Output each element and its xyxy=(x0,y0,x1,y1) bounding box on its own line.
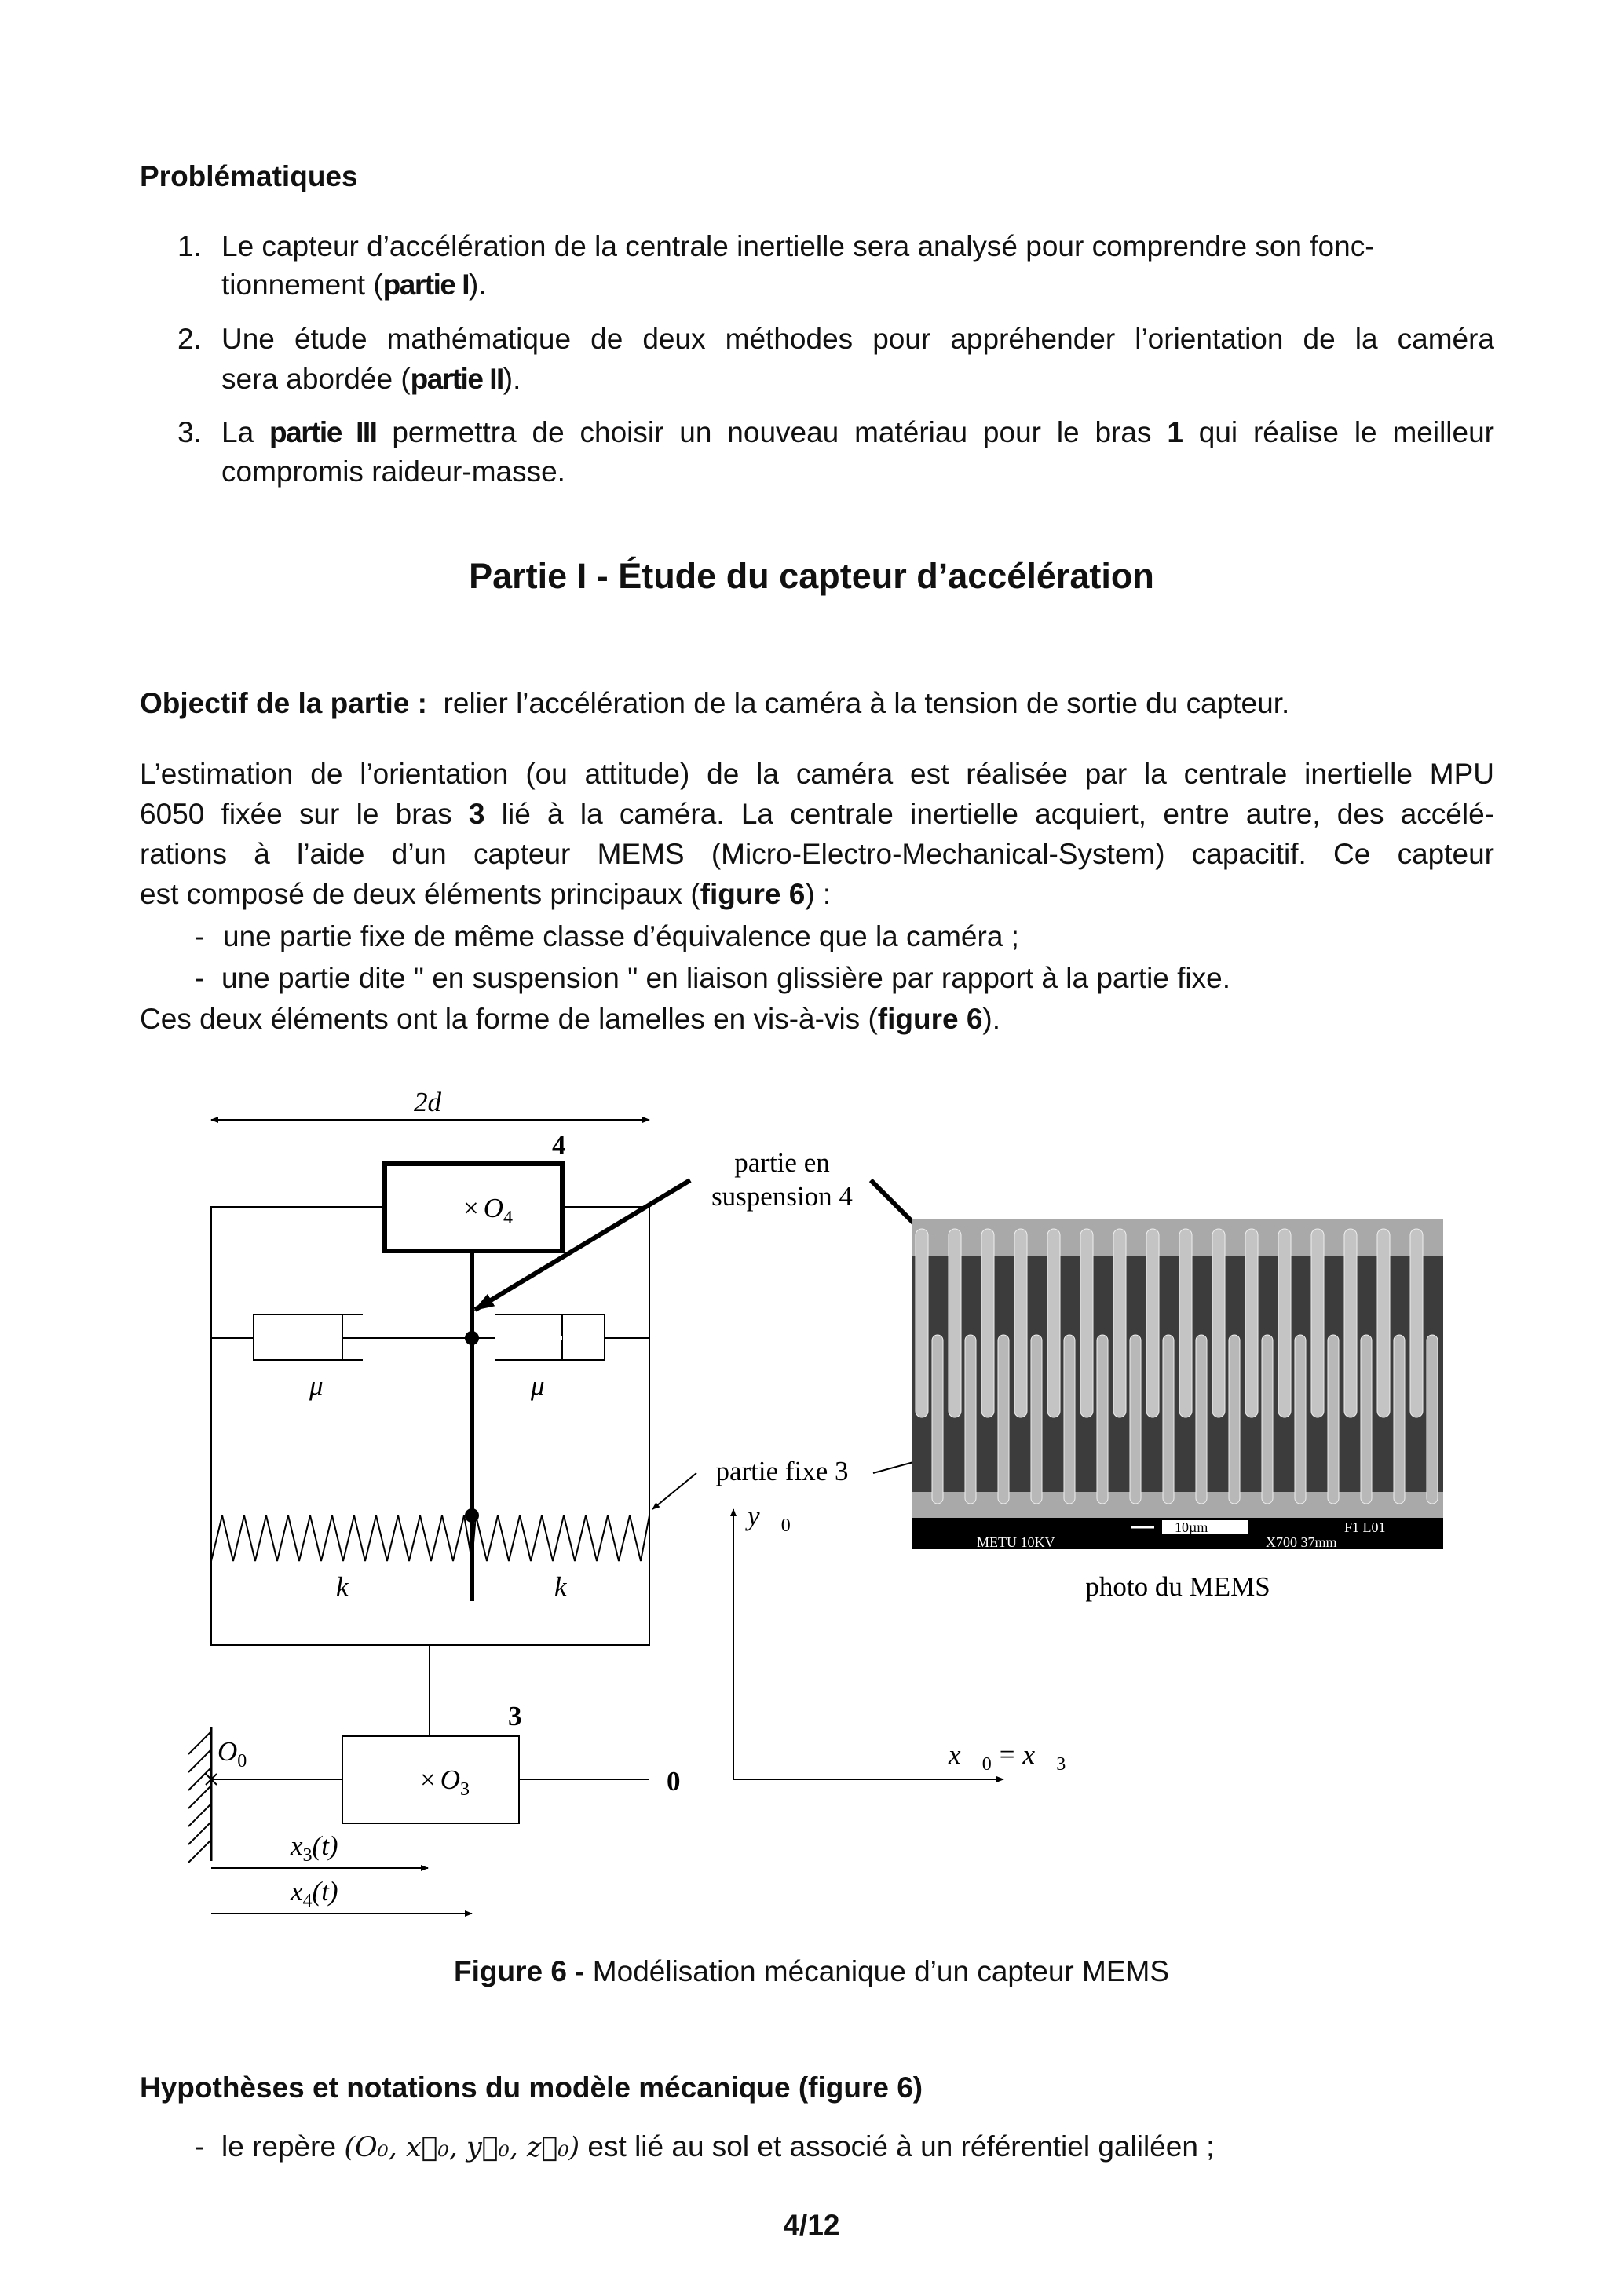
photo-f1: F1 L01 xyxy=(1344,1519,1386,1535)
joint-dot xyxy=(465,1331,479,1345)
label-suspension-line1: partie en xyxy=(734,1147,830,1178)
spring-right xyxy=(472,1515,649,1561)
caption-text: Modélisation mécanique d’un capteur MEMS xyxy=(584,1955,1170,1987)
comb-finger-top xyxy=(1212,1229,1225,1417)
damper-right xyxy=(562,1314,605,1360)
comb-finger-bottom xyxy=(998,1335,1009,1504)
bold-ref: partie II xyxy=(410,363,503,395)
comb-finger-bottom xyxy=(1163,1335,1174,1504)
label-x4t: $x_4(t)$ xyxy=(291,1876,338,1911)
comb-finger-top xyxy=(1344,1229,1357,1417)
figure-caption xyxy=(0,1955,1623,1988)
label-o3: × $O_3$ xyxy=(420,1764,470,1800)
page-number: 4/12 xyxy=(783,2209,840,2241)
comb-finger-bottom xyxy=(1130,1335,1141,1504)
bold-ref: figure 6 xyxy=(700,878,806,910)
comb-finger-bottom xyxy=(1031,1335,1042,1504)
text: La xyxy=(221,416,270,448)
fixe-arrow-left xyxy=(652,1473,696,1509)
label-o0: $O_0$ xyxy=(217,1736,247,1771)
list-item-3-line2: compromis raideur-masse. xyxy=(221,455,565,488)
wall-hatch xyxy=(188,1731,211,1863)
photo-caption: photo du MEMS xyxy=(1085,1571,1270,1602)
list-item-1-line1: Le capteur d’accélération de la centrale inertielle sera analysé pour comprendre son fonc- xyxy=(221,230,1375,262)
comb-finger-bottom xyxy=(1328,1335,1339,1504)
comb-finger-top xyxy=(1245,1229,1258,1417)
part-heading: Partie I - Étude du capteur d’accélération xyxy=(469,556,1154,596)
text: Ces deux éléments ont la forme de lamelles en vis-à-vis ( xyxy=(140,1003,878,1035)
text: le repère xyxy=(221,2130,345,2163)
math-frame: (O₀, x⃗₀, y⃗₀, z⃗₀) xyxy=(344,2132,580,2163)
list-item-2-line1: Une étude mathématique de deux méthodes pour appréhender l’orientation de la caméra xyxy=(221,323,1494,355)
text: ). xyxy=(469,269,487,301)
comb-finger-top xyxy=(1410,1229,1423,1417)
dash-item: une partie dite " en suspension " en liaison glissière par rapport à la partie fixe. xyxy=(221,962,1231,994)
label-3: 3 xyxy=(508,1701,522,1731)
comb-finger-bottom xyxy=(1394,1335,1405,1504)
comb-finger-bottom xyxy=(1097,1335,1108,1504)
photo-metu: METU 10KV xyxy=(977,1534,1055,1550)
label-x3t: $x_3(t)$ xyxy=(291,1830,338,1866)
label-y0: $y⃗_0$ xyxy=(748,1501,791,1536)
text: ) : xyxy=(805,878,832,910)
hypothesis-item xyxy=(221,2130,1214,2165)
bold-ref: 3 xyxy=(468,798,485,830)
list-number: 2. xyxy=(177,323,202,355)
comb-finger-bottom xyxy=(1064,1335,1075,1504)
paragraph-line: L’estimation de l’orientation (ou attitude) de la caméra est réalisée par la centrale inertielle MPU xyxy=(140,758,1494,790)
label-k-right: k xyxy=(554,1571,567,1602)
comb-finger-top xyxy=(1311,1229,1324,1417)
hypotheses-heading: Hypothèses et notations du modèle mécanique (figure 6) xyxy=(140,2071,923,2104)
text: permettra de choisir un nouveau matériau pour le bras xyxy=(376,416,1168,448)
label-mu-right: μ xyxy=(531,1370,545,1401)
objectif-text: relier l’accélération de la caméra à la tension de sortie du capteur. xyxy=(443,687,1290,719)
comb-finger-top xyxy=(916,1229,928,1417)
spring-left xyxy=(211,1515,472,1561)
comb-finger-bottom xyxy=(1427,1335,1438,1504)
label-k-left: k xyxy=(336,1571,349,1602)
label-2d: 2d xyxy=(414,1087,441,1117)
label-partie-fixe: partie fixe 3 xyxy=(715,1456,849,1486)
bold-ref: partie III xyxy=(269,416,377,448)
text: ). xyxy=(982,1003,1001,1035)
list-number: 1. xyxy=(177,230,202,262)
comb-finger-top xyxy=(1179,1229,1192,1417)
text: tionnement ( xyxy=(221,269,383,301)
text: sera abordée ( xyxy=(221,363,411,395)
label-suspension-line2: suspension 4 xyxy=(711,1181,853,1212)
label-mu-left: μ xyxy=(309,1370,324,1401)
comb-finger-top xyxy=(949,1229,961,1417)
text: est lié au sol et associé à un référentiel galiléen ; xyxy=(579,2130,1215,2163)
damper-left xyxy=(254,1314,342,1360)
frame-part-3 xyxy=(211,1207,649,1645)
label-o4: × $O_4$ xyxy=(463,1193,514,1228)
objectif-label: Objectif de la partie : xyxy=(140,687,427,719)
comb-finger-top xyxy=(1014,1229,1027,1417)
text: est composé de deux éléments principaux ( xyxy=(140,878,700,910)
bold-ref: 1 xyxy=(1167,416,1183,448)
comb-finger-top xyxy=(981,1229,994,1417)
comb-finger-top xyxy=(1080,1229,1093,1417)
mems-photo xyxy=(912,1219,1443,1550)
comb-finger-bottom xyxy=(1262,1335,1273,1504)
label-x0-eq-x3: $x⃗_0$ = $x⃗_3$ xyxy=(949,1739,1066,1775)
comb-finger-top xyxy=(1047,1229,1060,1417)
bold-ref: figure 6 xyxy=(877,1003,983,1035)
label-4: 4 xyxy=(552,1130,566,1161)
comb-finger-bottom xyxy=(1361,1335,1372,1504)
list-number: 3. xyxy=(177,416,202,448)
photo-scale: 10µm xyxy=(1175,1519,1208,1535)
comb-finger-bottom xyxy=(1295,1335,1306,1504)
paragraph-line: rations à l’aide d’un capteur MEMS (Micro-Electro-Mechanical-System) capacitif. Ce capteur xyxy=(140,838,1494,870)
caption-label: Figure 6 - xyxy=(453,1955,585,1987)
comb-finger-bottom xyxy=(1229,1335,1240,1504)
comb-finger-top xyxy=(1377,1229,1390,1417)
comb-finger-top xyxy=(1278,1229,1291,1417)
comb-finger-bottom xyxy=(965,1335,976,1504)
joint-dot xyxy=(465,1508,479,1523)
bold-ref: partie I xyxy=(382,269,469,301)
comb-finger-top xyxy=(1146,1229,1159,1417)
label-0: 0 xyxy=(667,1766,681,1797)
comb-finger-bottom xyxy=(1196,1335,1207,1504)
dash: - xyxy=(195,920,205,952)
section-title-problematiques: Problématiques xyxy=(140,160,358,192)
photo-mag: X700 37mm xyxy=(1266,1534,1337,1550)
text: ). xyxy=(503,363,521,395)
dash: - xyxy=(195,2130,205,2163)
text: 6050 fixée sur le bras xyxy=(140,798,469,830)
comb-finger-top xyxy=(1113,1229,1126,1417)
dash: - xyxy=(195,962,205,994)
dash-item: une partie fixe de même classe d’équivalence que la caméra ; xyxy=(223,920,1019,952)
text: lié à la caméra. La centrale inertielle acquiert, entre autre, des accélé- xyxy=(484,798,1494,830)
comb-finger-bottom xyxy=(932,1335,943,1504)
text: qui réalise le meilleur xyxy=(1183,416,1495,448)
